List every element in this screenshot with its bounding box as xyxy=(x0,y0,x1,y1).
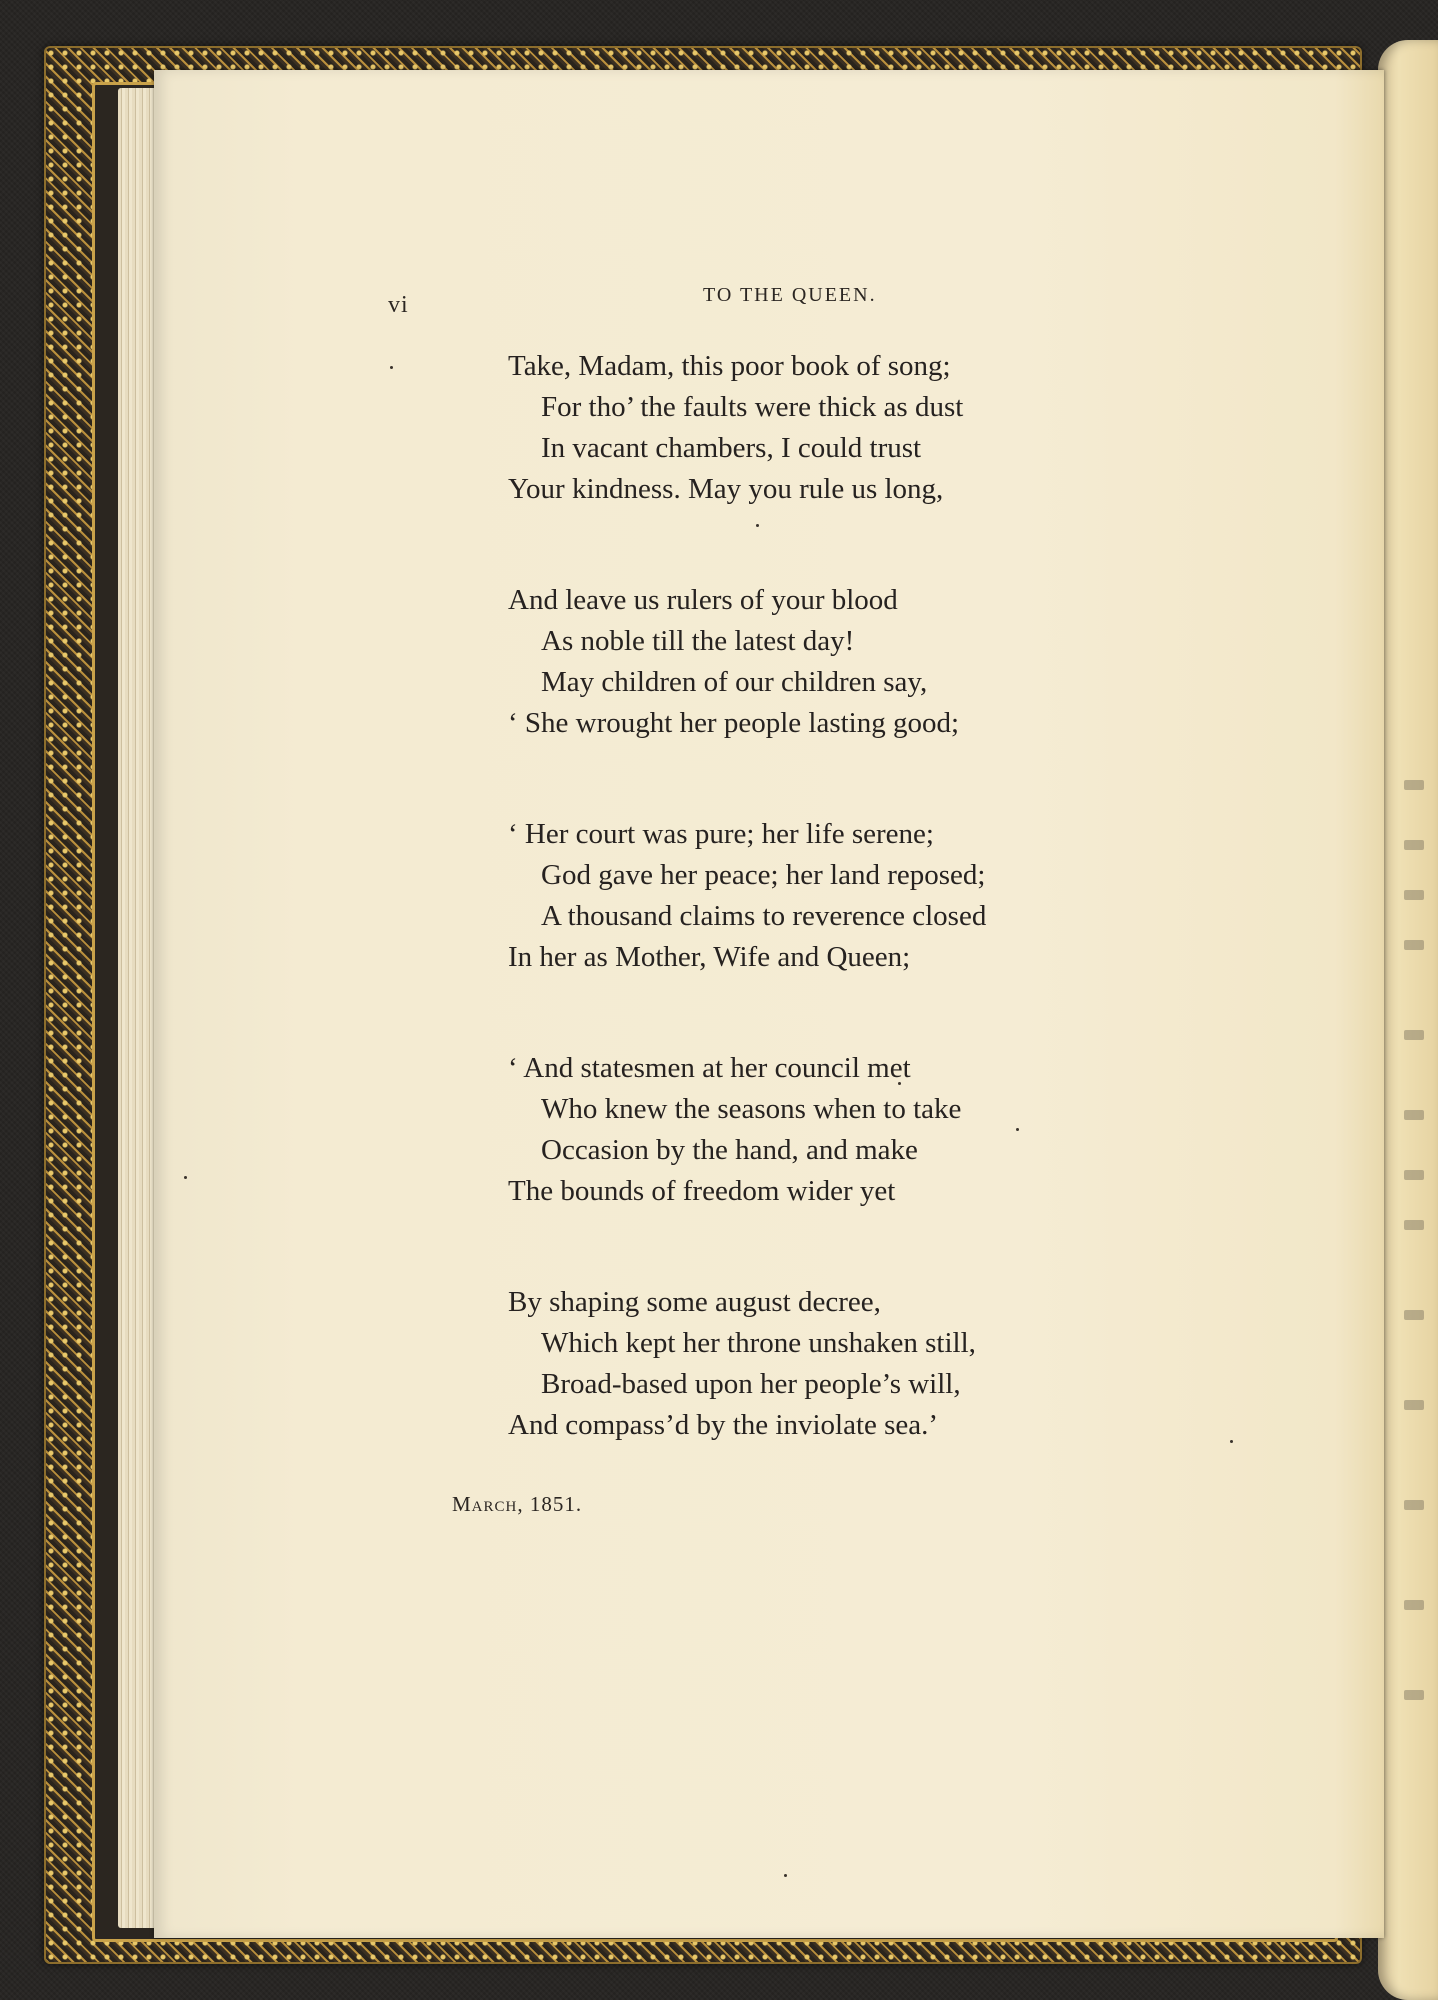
poem-line: ‘ She wrought her people lasting good; xyxy=(508,707,960,739)
stanza xyxy=(508,346,1128,510)
poem-line: And compass’d by the inviolate sea.’ xyxy=(508,1409,939,1441)
paper-speck xyxy=(184,1176,187,1179)
paper-speck xyxy=(784,1874,787,1877)
show-through-mark xyxy=(1404,1030,1424,1040)
poem-line: Broad-based upon her people’s will, xyxy=(541,1368,961,1400)
poem-line: Which kept her throne unshaken still, xyxy=(541,1327,976,1359)
poem-date xyxy=(452,1492,582,1517)
show-through-mark xyxy=(1404,1220,1424,1230)
poem-line: In her as Mother, Wife and Queen; xyxy=(508,941,911,973)
page-edges-stack xyxy=(118,88,158,1928)
poem-line: Your kindness. May you rule us long, xyxy=(508,473,944,505)
poem-line: Occasion by the hand, and make xyxy=(541,1134,918,1166)
show-through-mark xyxy=(1404,1600,1424,1610)
poem-line: In vacant chambers, I could trust xyxy=(541,432,922,464)
poem-line: Take, Madam, this poor book of song; xyxy=(508,350,951,382)
show-through-mark xyxy=(1404,1110,1424,1120)
poem-line: For tho’ the faults were thick as dust xyxy=(541,391,964,423)
show-through-mark xyxy=(1404,1500,1424,1510)
show-through-mark xyxy=(1404,890,1424,900)
paper-speck xyxy=(390,366,393,369)
poem-line: The bounds of freedom wider yet xyxy=(508,1175,896,1207)
poem-line: ‘ And statesmen at her council met xyxy=(508,1052,911,1084)
page-number: vi xyxy=(388,292,409,318)
stanza xyxy=(508,814,1128,978)
date-month: March, xyxy=(452,1492,524,1516)
date-year: 1851. xyxy=(529,1492,583,1516)
poem-line: As noble till the latest day! xyxy=(541,625,855,657)
poem-line: By shaping some august decree, xyxy=(508,1286,881,1318)
poem-line: Who knew the seasons when to take xyxy=(541,1093,962,1125)
show-through-mark xyxy=(1404,780,1424,790)
poem-line: And leave us rulers of your blood xyxy=(508,584,898,616)
poem xyxy=(508,346,1128,1516)
poem-line: May children of our children say, xyxy=(541,666,928,698)
poem-line: A thousand claims to reverence closed xyxy=(541,900,987,932)
show-through-mark xyxy=(1404,840,1424,850)
show-through-mark xyxy=(1404,1310,1424,1320)
poem-line: God gave her peace; her land reposed; xyxy=(541,859,986,891)
paper-speck xyxy=(1230,1440,1233,1443)
running-head-title: TO THE QUEEN. xyxy=(703,284,877,306)
stanza xyxy=(508,1048,1128,1212)
show-through-mark xyxy=(1404,940,1424,950)
stanza xyxy=(508,1282,1128,1446)
show-through-mark xyxy=(1404,1400,1424,1410)
stanza xyxy=(508,580,1128,744)
show-through-mark xyxy=(1404,1170,1424,1180)
show-through-mark xyxy=(1404,1690,1424,1700)
facing-page-edge xyxy=(1378,40,1438,2000)
poem-line: ‘ Her court was pure; her life serene; xyxy=(508,818,934,850)
